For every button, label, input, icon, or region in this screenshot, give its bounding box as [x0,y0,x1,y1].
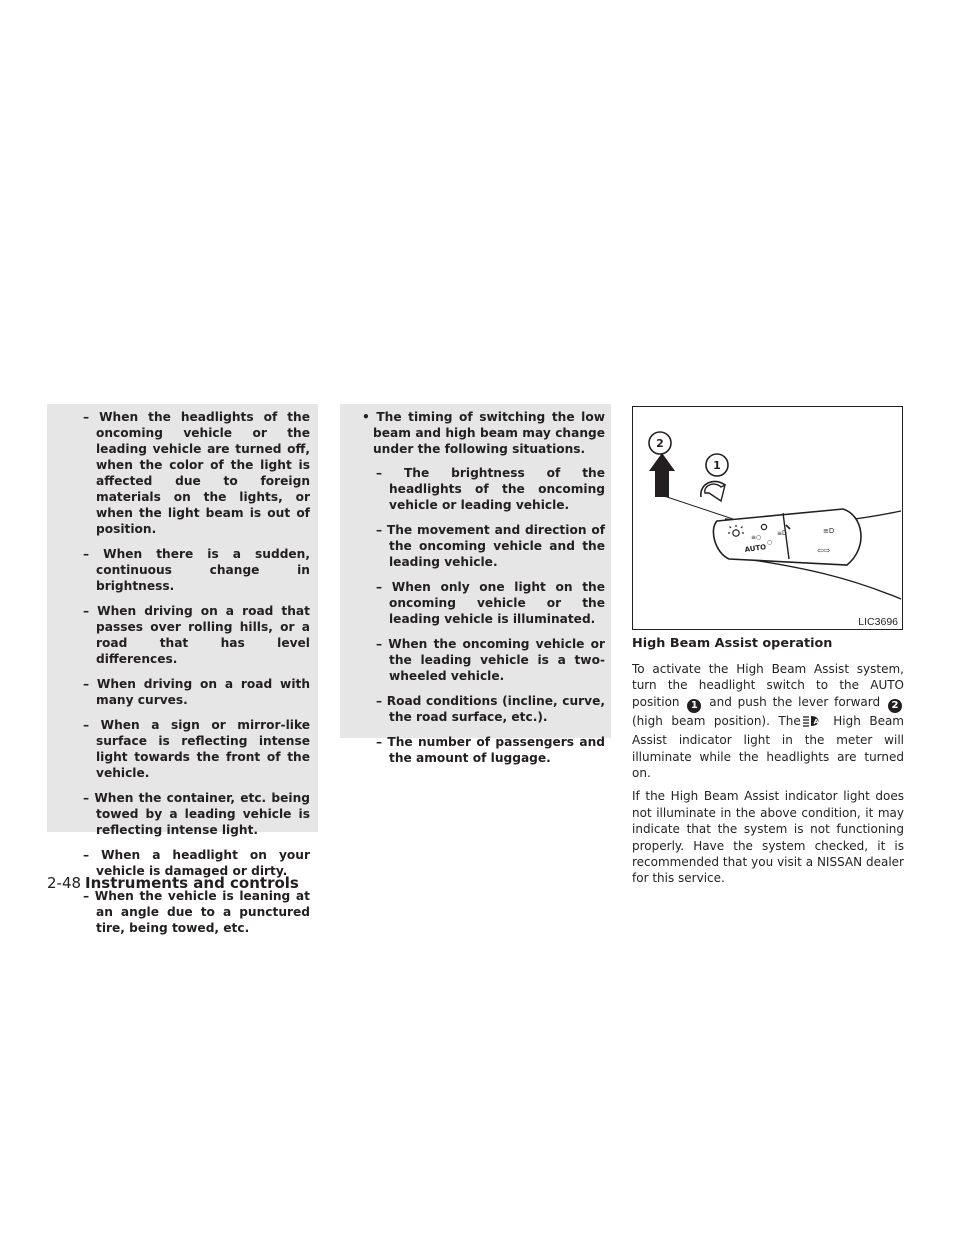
svg-text:⇦⇨: ⇦⇨ [817,546,831,555]
svg-text:○: ○ [767,539,773,546]
list-item: – The brightness of the headlights of the oncoming vehicle or leading vehicle. [376,466,605,512]
condition-list-middle [358,465,605,766]
condition-list-left [65,409,310,945]
list-item: – When driving on a road with many curves. [83,677,310,707]
callout-1-icon: 1 [687,699,701,713]
list-item: – When there is a sudden, continuous change in brightness. [83,547,310,593]
note-panel-middle [340,404,611,765]
list-item: – When only one light on the oncoming vehicle or the leading vehicle is illuminated. [376,580,605,626]
list-item: – When the oncoming vehicle or the leading vehicle is a two-wheeled vehicle. [376,637,605,683]
list-item: – When a sign or mirror-like surface is reflecting intense light towards the front of the vehicle. [83,718,310,780]
bullet-text: • The timing of switching the low beam and high beam may change under the following situations. [362,410,605,456]
list-item: – When driving on a road that passes over rolling hills, or a road that has level differences. [83,604,310,666]
auto-label: AUTO [744,543,767,554]
lever-illustration [632,406,903,630]
svg-text:≡○: ≡○ [751,534,762,541]
page-footer [47,874,299,892]
svg-text:≡D: ≡D [823,527,835,535]
list-item: – Road conditions (incline, curve, the road surface, etc.). [376,694,605,724]
callout-2: 2 [656,437,664,450]
section-title: High Beam Assist operation [632,636,833,651]
list-item: – The number of passengers and the amount of luggage. [376,735,605,765]
svg-text:≡D: ≡D [777,530,787,537]
list-item: – When a headlight on your vehicle is damaged or dirty. [83,848,310,878]
list-item: – When the container, etc. being towed by a leading vehicle is reflecting intense light. [83,791,310,837]
list-item: – When the vehicle is leaning at an angle due to a punctured tire, being towed, etc. [83,889,310,935]
page-number: 2-48 [47,874,82,892]
callout-2-icon: 2 [888,699,902,713]
chapter-title: Instruments and controls [85,874,299,892]
callout-1: 1 [713,459,721,472]
headlight-lever-icon [633,407,902,629]
svg-text:A: A [813,717,819,726]
high-beam-assist-icon [803,714,823,732]
list-item: – The movement and direction of the oncoming vehicle and the leading vehicle. [376,523,605,569]
paragraph-troubleshoot: If the High Beam Assist indicator light does not illuminate in the above condition, it may indicate that the system is not functioning properly. Have the system checked, it is recommended that you visit a NISSAN dealer for this service. [632,789,904,886]
figure-code: LIC3696 [858,616,898,628]
list-item: – When the headlights of the oncoming vehicle or the leading vehicle are turned off, when the color of the light is affected due to foreign materials on the lights, or when the light beam is out of position. [83,410,310,536]
paragraph-activation: To activate the High Beam Assist system, turn the headlight switch to the AUTO position 1 and push the lever forward 2 (high beam position). The A High Beam Assist indicator light in the meter will illuminate while the headlights are turned on. [632,662,904,781]
bullet-item [354,409,605,775]
high-beam-assist-section [632,636,904,894]
